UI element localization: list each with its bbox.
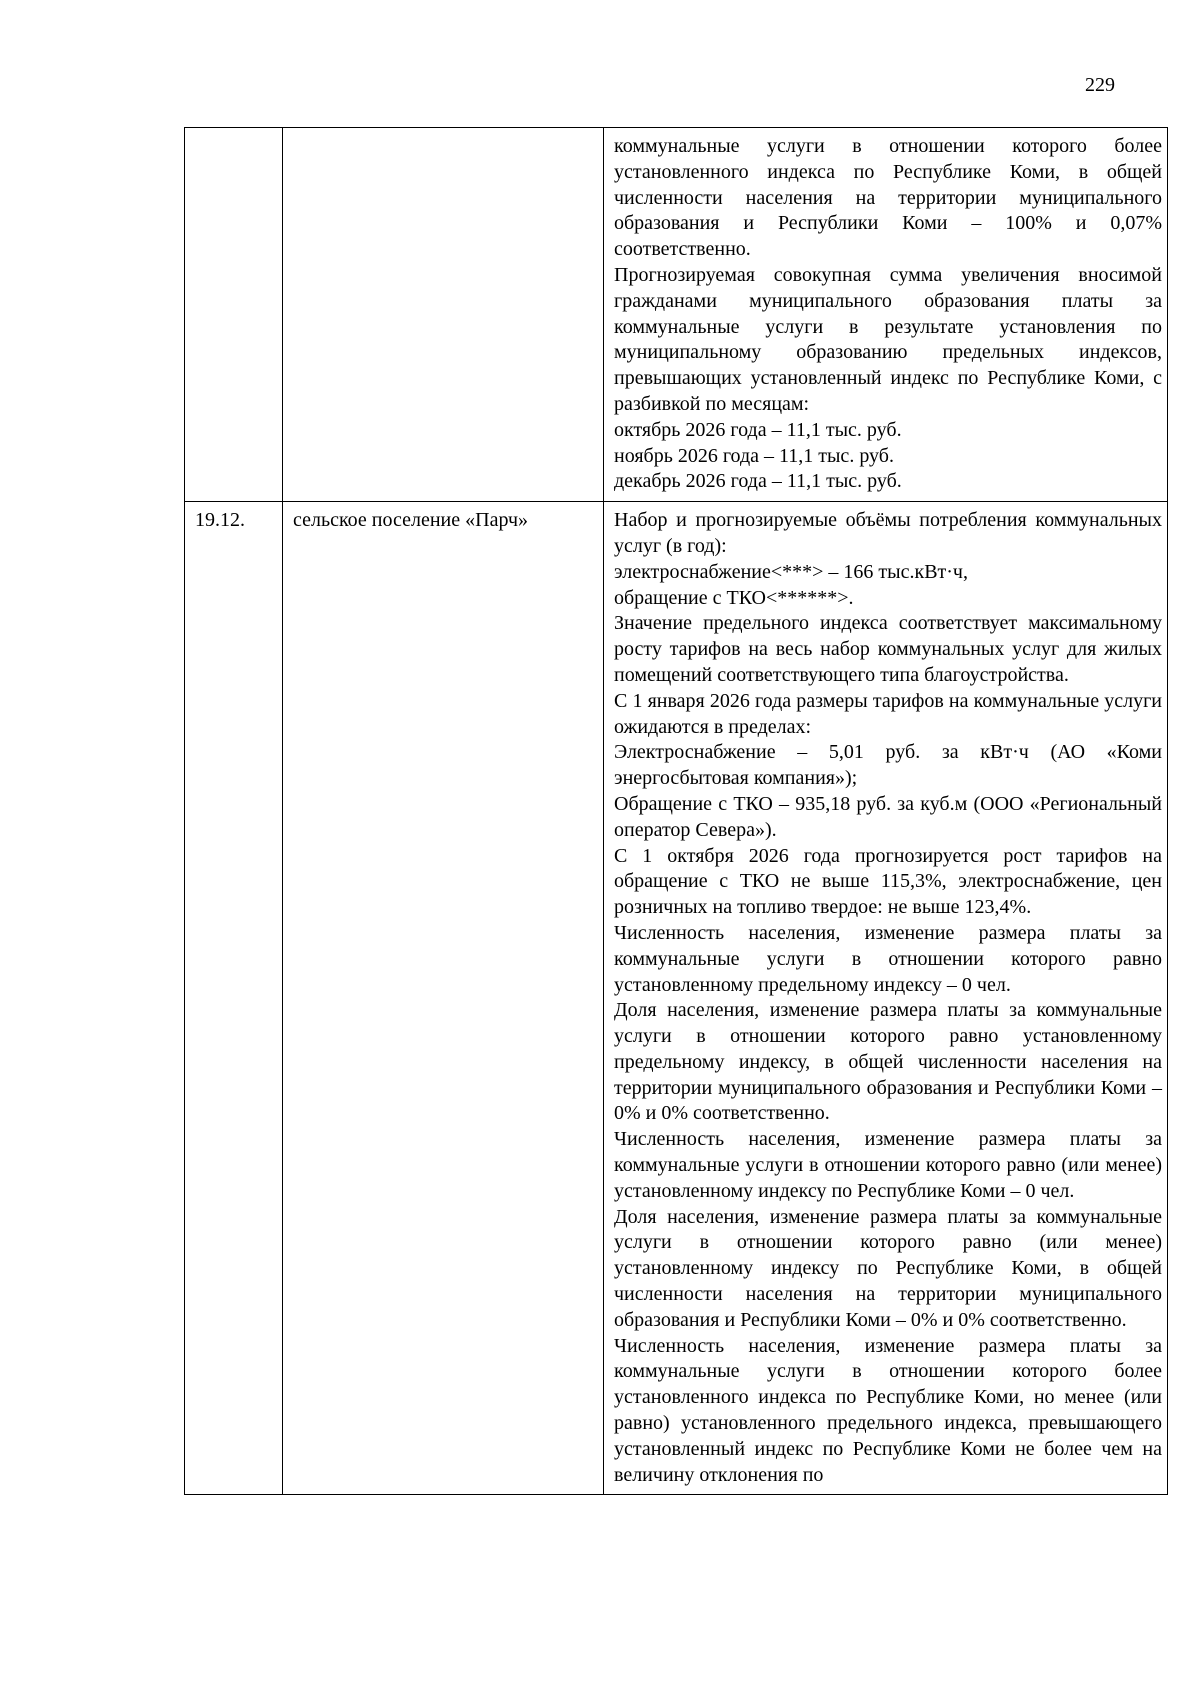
paragraph: Доля населения, изменение размера платы за коммунальные услуги в отношении которого равно установленному предельному индексу, в общей численности населения на территории муниципального образования и Республики Коми – 0% и 0% соответственно. [614, 999, 1162, 1125]
paragraph: Численность населения, изменение размера платы за коммунальные услуги в отношении которого равно установленному предельному индексу – 0 чел. [614, 921, 1162, 996]
tariff-table [184, 127, 1168, 1495]
description-cell [604, 502, 1168, 1495]
paragraph: Прогнозируемая совокупная сумма увеличения вносимой гражданами муниципального образования платы за коммунальные услуги в результате установления по муниципальному образованию предельных индексов, превышающих установленный индекс по Республике Коми, с разбивкой по месяцам: [614, 263, 1162, 415]
paragraph: Доля населения, изменение размера платы за коммунальные услуги в отношении которого равно (или менее) установленному индексу по Республике Коми, в общей численности населения на территории муниципального образования и Республики Коми – 0% и 0% соответственно. [614, 1205, 1162, 1331]
paragraph: С 1 октября 2026 года прогнозируется рост тарифов на обращение с ТКО не выше 115,3%, электроснабжение, цен розничных на топливо твердое: не выше 123,4%. [614, 844, 1162, 919]
paragraph: Численность населения, изменение размера платы за коммунальные услуги в отношении которого равно (или менее) установленному индексу по Республике Коми – 0 чел. [614, 1128, 1162, 1202]
paragraph: электроснабжение<***> – 166 тыс.кВт·ч, [614, 560, 968, 583]
page-number: 229 [1085, 74, 1115, 96]
paragraph: Значение предельного индекса соответствует максимальному росту тарифов на весь набор коммунальных услуг для жилых помещений соответствующего типа благоустройства. [614, 612, 1162, 686]
row-number-cell [185, 128, 283, 502]
table-row [185, 502, 1168, 1495]
row-number-cell: 19.12. [185, 502, 283, 1495]
paragraph: обращение с ТКО<******>. [614, 586, 854, 609]
paragraph: Численность населения, изменение размера платы за коммунальные услуги в отношении которого более установленного индекса по Республике Коми, но менее (или равно) установленного предельного индекса, превышающего установленный индекс по Республике Коми не более чем на величину отклонения по [614, 1334, 1162, 1486]
municipality-name-cell: сельское поселение «Парч» [283, 502, 604, 1495]
paragraph: коммунальные услуги в отношении которого более установленного индекса по Республике Коми, в общей численности населения на территории муниципального образования и Республики Коми – 100% и 0,07% соответственно. [614, 135, 1162, 261]
paragraph: С 1 января 2026 года размеры тарифов на коммунальные услуги ожидаются в пределах: [614, 689, 1162, 738]
paragraph: Обращение с ТКО – 935,18 руб. за куб.м (ООО «Региональный оператор Севера»). [614, 792, 1162, 841]
paragraph: ноябрь 2026 года – 11,1 тыс. руб. [614, 444, 894, 467]
paragraph: Электроснабжение – 5,01 руб. за кВт·ч (АО «Коми энергосбытовая компания»); [614, 741, 1162, 790]
paragraph: октябрь 2026 года – 11,1 тыс. руб. [614, 418, 902, 441]
paragraph: декабрь 2026 года – 11,1 тыс. руб. [614, 470, 902, 493]
municipality-name-cell [283, 128, 604, 502]
paragraph: Набор и прогнозируемые объёмы потребления коммунальных услуг (в год): [614, 509, 1162, 557]
description-cell [604, 128, 1168, 502]
table-row [185, 128, 1168, 502]
